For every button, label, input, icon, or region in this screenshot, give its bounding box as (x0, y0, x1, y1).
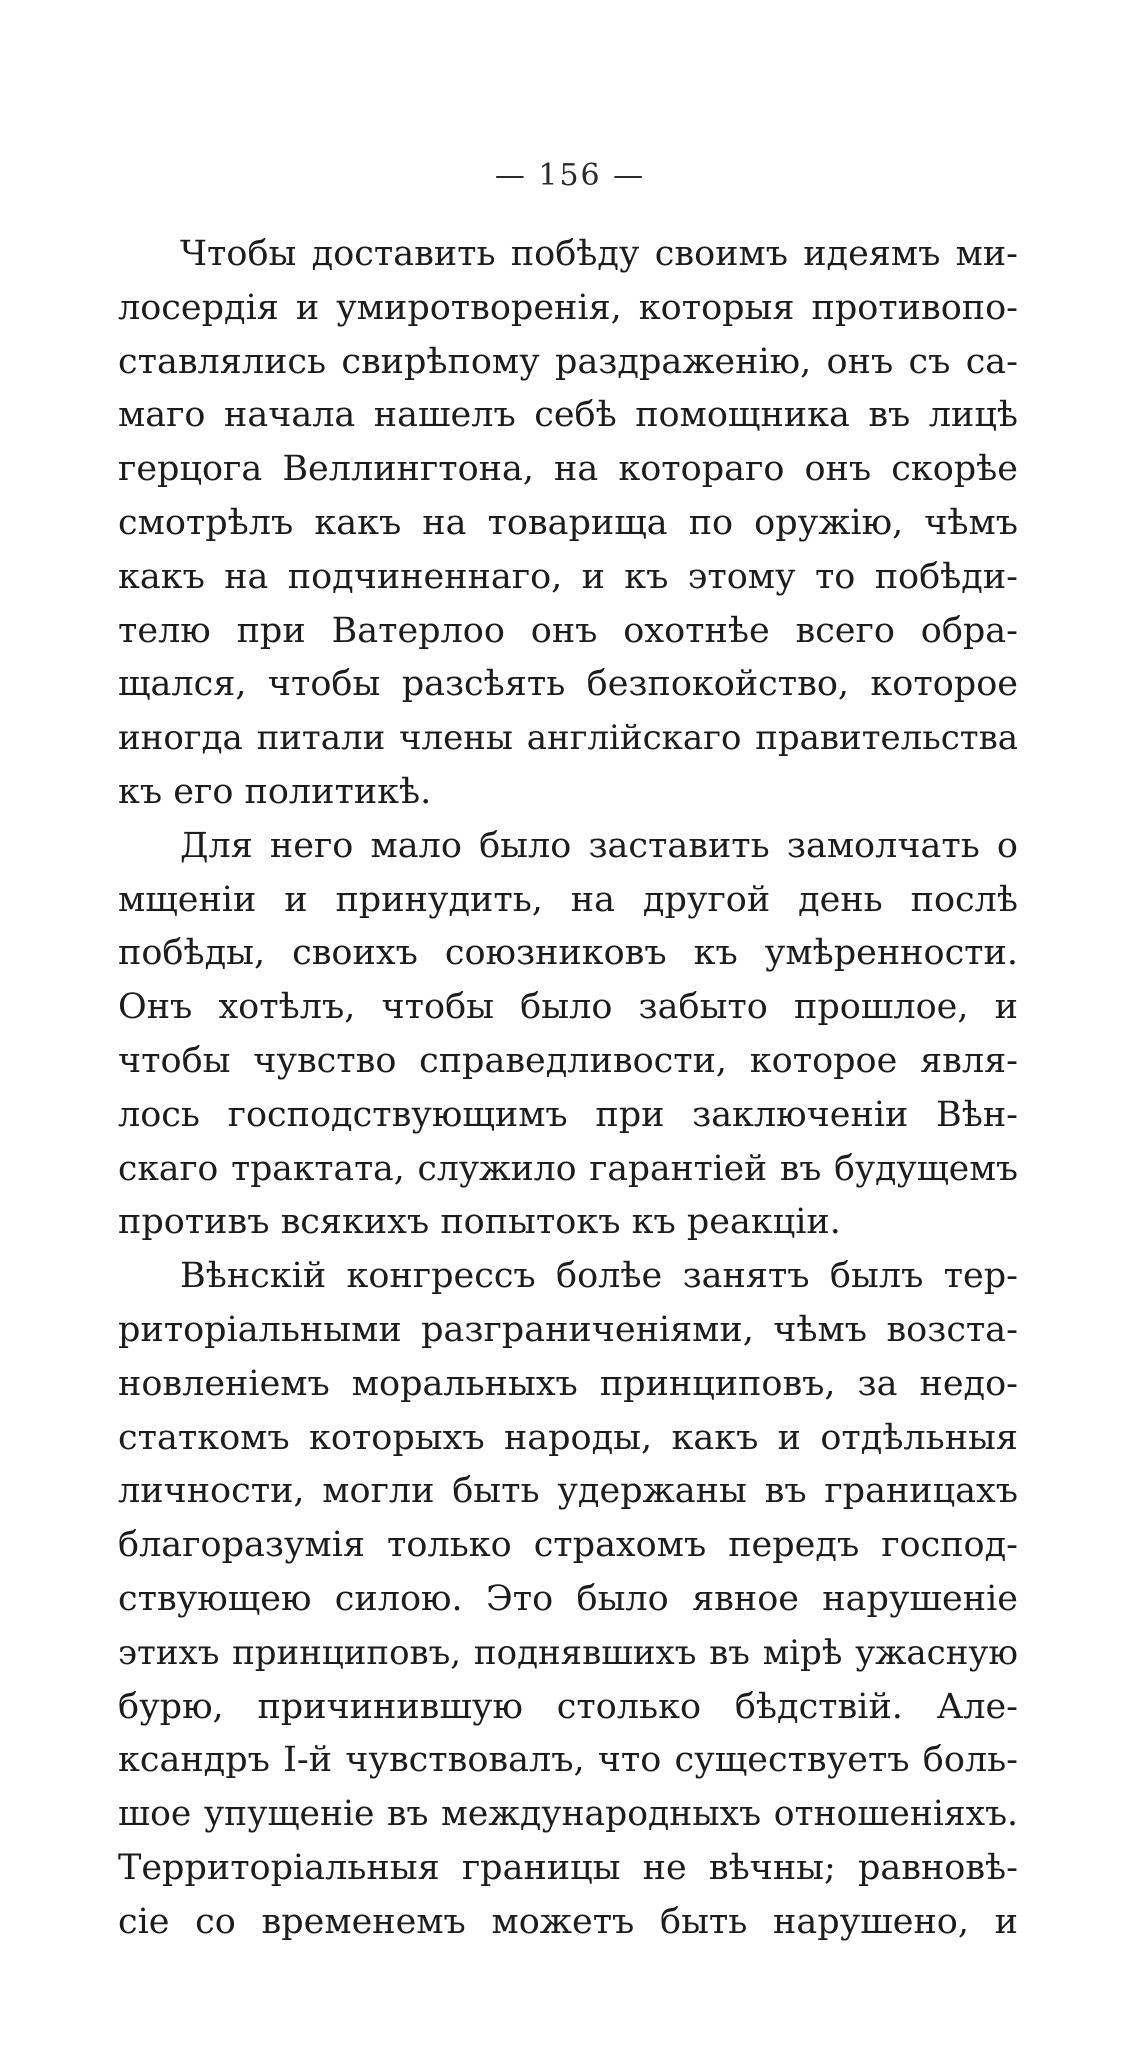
text-line: щался, чтобы разсѣять безпокойство, которое (118, 664, 1018, 705)
text-line: лосердія и умиротворенія, которыя противопо- (118, 287, 1018, 328)
text-line: какъ на подчиненнаго, и къ этому то побѣди- (118, 556, 1018, 597)
text-line: маго начала нашелъ себѣ помощника въ лицѣ (118, 395, 1018, 436)
text-line: лось господствующимъ при заключеніи Вѣн- (118, 1094, 1018, 1135)
text-line: сіе со временемъ можетъ быть нарушено, и (118, 1901, 1018, 1942)
text-line: Чтобы доставить побѣду своимъ идеямъ ми- (180, 234, 1018, 274)
text-line: иногда питали члены англійскаго правительства (118, 718, 1018, 759)
text-line: къ его политикѣ. (118, 771, 432, 812)
text-line: благоразумія только страхомъ передъ господ- (118, 1525, 1018, 1566)
text-line: смотрѣлъ какъ на товарища по оружію, чѣмъ (118, 502, 1018, 543)
text-line: Территоріальныя границы не вѣчны; равновѣ- (118, 1847, 1018, 1888)
text-line: Для него мало было заставить замолчать о (180, 825, 1018, 866)
text-line: ствующею силою. Это было явное нарушеніе (118, 1578, 1018, 1619)
text-line: этихъ принциповъ, поднявшихъ въ мірѣ ужасную (118, 1632, 1018, 1673)
text-line: Вѣнскій конгрессъ болѣе занятъ былъ тер- (180, 1256, 1018, 1297)
text-line: личности, могли быть удержаны въ границахъ (118, 1471, 1018, 1512)
text-line: скаго трактата, служило гарантіей въ будущемъ (118, 1148, 1018, 1189)
text-line: побѣды, своихъ союзниковъ къ умѣренности. (118, 933, 1018, 974)
body-text (118, 228, 1018, 1950)
text-line: ставлялись свирѣпому раздраженію, онъ съ са- (118, 341, 1018, 382)
text-line: бурю, причинившую столько бѣдствій. Але- (118, 1686, 1018, 1727)
text-line: Онъ хотѣлъ, чтобы было забыто прошлое, и (118, 987, 1018, 1028)
text-line: статкомъ которыхъ народы, какъ и отдѣльныя (118, 1417, 1018, 1458)
text-line: мщеніи и принудить, на другой день послѣ (118, 879, 1018, 920)
text-line: противъ всякихъ попытокъ къ реакціи. (118, 1202, 841, 1243)
text-line: шое упущеніе въ международныхъ отношеніяхъ. (118, 1794, 1018, 1835)
page-number: — 156 — (494, 158, 646, 193)
text-line: новленіемъ моральныхъ принциповъ, за недо- (118, 1363, 1018, 1404)
text-line: чтобы чувство справедливости, которое явля- (118, 1040, 1018, 1081)
text-line: ксандръ I-й чувствовалъ, что существуетъ боль- (118, 1740, 1018, 1781)
text-line: герцога Веллингтона, на котораго онъ скорѣе (118, 449, 1018, 490)
text-line: телю при Ватерлоо онъ охотнѣе всего обра- (118, 610, 1018, 651)
text-line: риторіальными разграниченіями, чѣмъ возста- (118, 1309, 1018, 1350)
